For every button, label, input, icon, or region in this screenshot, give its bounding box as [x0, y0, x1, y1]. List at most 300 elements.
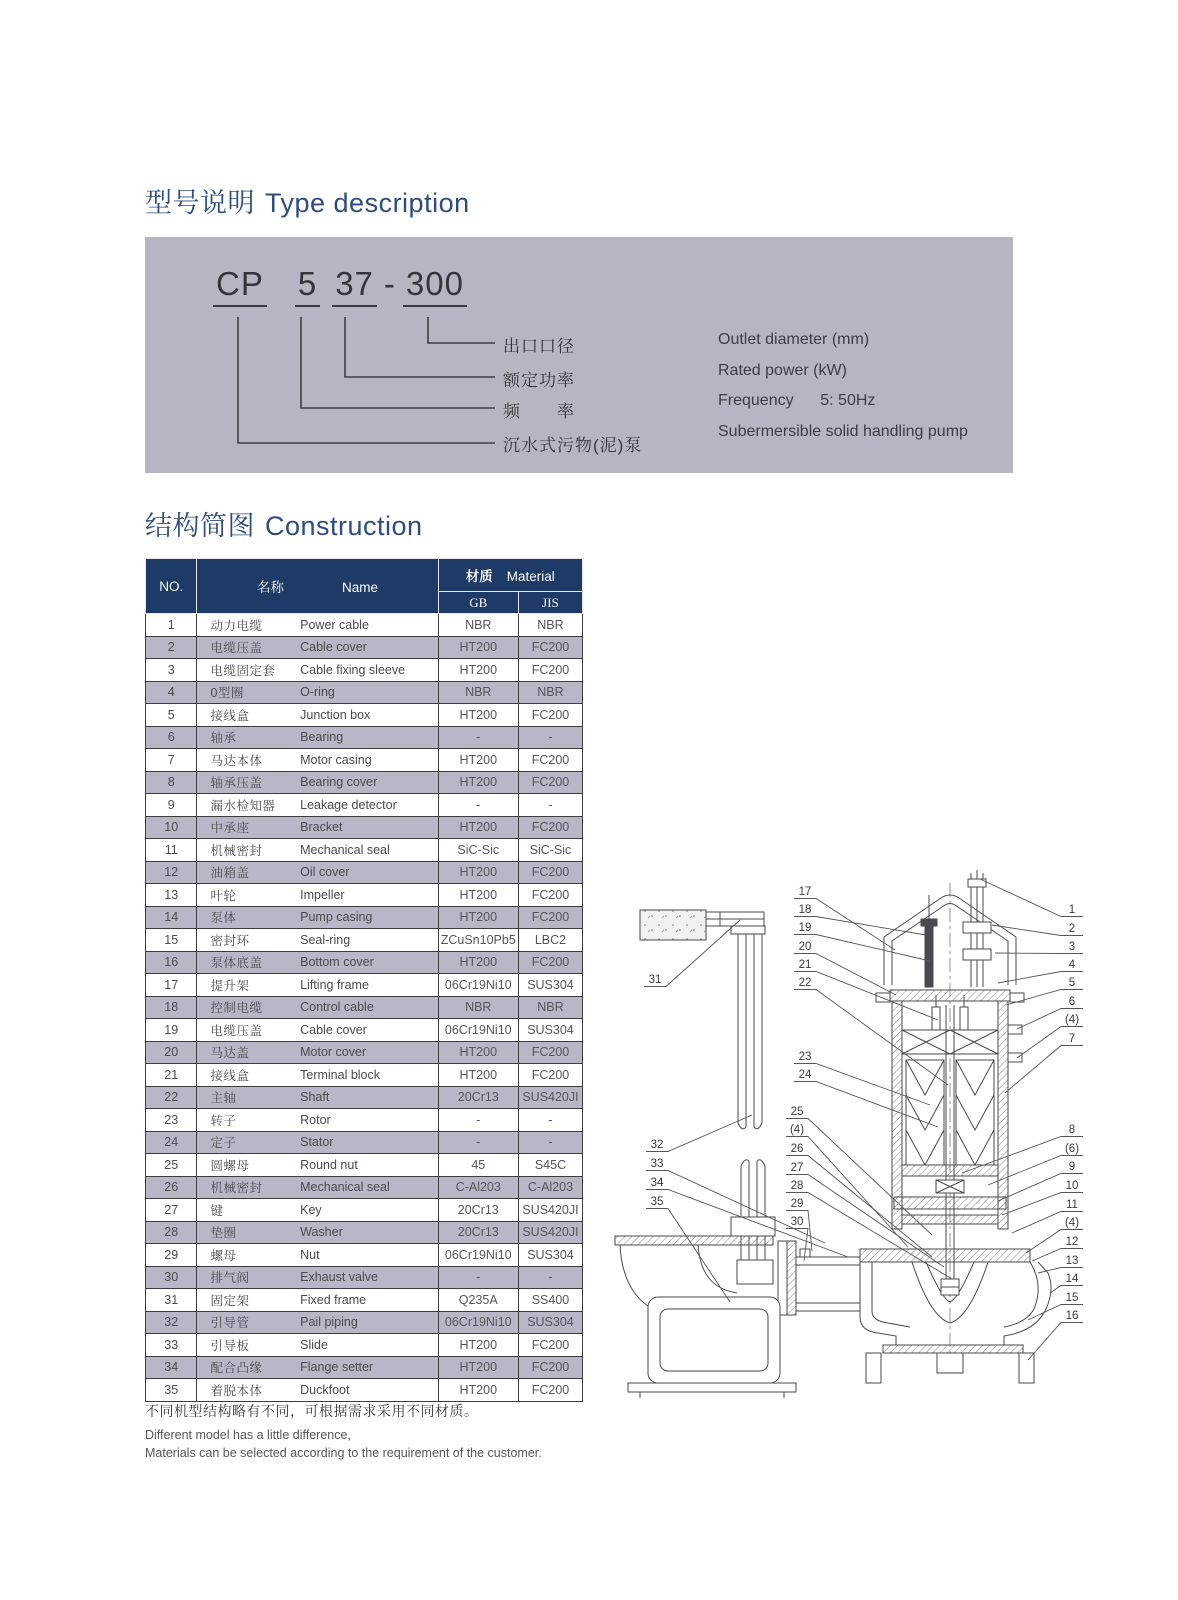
cell-en: O-ring — [296, 681, 438, 704]
header-gb: GB — [438, 592, 518, 614]
cell-gb: NBR — [438, 614, 518, 637]
cell-gb: 20Cr13 — [438, 1199, 518, 1222]
cell-cn: 主轴 — [197, 1086, 296, 1109]
cell-jis: - — [518, 726, 582, 749]
cell-jis: SUS304 — [518, 1244, 582, 1267]
cell-jis: NBR — [518, 996, 582, 1019]
cell-jis: FC200 — [518, 659, 582, 682]
code-label-cn-power: 额定功率 — [503, 371, 575, 390]
table-row-11 — [146, 839, 583, 862]
table-row-15 — [146, 929, 583, 952]
diagram-callout-14: 14 — [1065, 1273, 1079, 1285]
table-row-28 — [146, 1221, 583, 1244]
diagram-callout-9: 9 — [1068, 1161, 1076, 1173]
table-row-34 — [146, 1356, 583, 1379]
table-row-10 — [146, 816, 583, 839]
cell-en: Lifting frame — [296, 974, 438, 997]
cell-gb: HT200 — [438, 1356, 518, 1379]
cell-jis: FC200 — [518, 906, 582, 929]
parts-table-body — [146, 614, 583, 1402]
diagram-callout-30: 30 — [790, 1216, 804, 1228]
cell-gb: C-Al203 — [438, 1176, 518, 1199]
code-label-cn-pumptype: 沉水式污物(泥)泵 — [503, 436, 643, 455]
cell-cn: 叶轮 — [197, 884, 296, 907]
cell-gb: NBR — [438, 681, 518, 704]
pump-casing — [796, 1249, 1051, 1345]
cell-en: Cable cover — [296, 636, 438, 659]
table-row-22 — [146, 1086, 583, 1109]
model-code-outlet: 300 — [403, 265, 467, 307]
code-label-en-power: Rated power (kW) — [718, 362, 847, 379]
cell-no: 9 — [146, 794, 197, 817]
diagram-callout-2: 2 — [1068, 923, 1076, 935]
cell-en: Bearing — [296, 726, 438, 749]
model-code-power: 37 — [332, 265, 377, 307]
motor-casing-left — [892, 1001, 902, 1229]
cell-en: Cable fixing sleeve — [296, 659, 438, 682]
cell-gb: HT200 — [438, 659, 518, 682]
cell-gb: ZCuSn10Pb5 — [438, 929, 518, 952]
cell-en: Motor cover — [296, 1041, 438, 1064]
cell-jis: SUS304 — [518, 1311, 582, 1334]
cell-en: Mechanical seal — [296, 1176, 438, 1199]
cell-gb: 20Cr13 — [438, 1086, 518, 1109]
cell-no: 21 — [146, 1064, 197, 1087]
cell-cn: 电缆压盖 — [197, 1019, 296, 1042]
cell-cn: 垫圈 — [197, 1221, 296, 1244]
cell-cn: 机械密封 — [197, 1176, 296, 1199]
cell-jis: SUS420JI — [518, 1221, 582, 1244]
cell-cn: 定子 — [197, 1131, 296, 1154]
cell-no: 31 — [146, 1289, 197, 1312]
cell-no: 18 — [146, 996, 197, 1019]
header-material — [438, 559, 582, 592]
cell-jis: FC200 — [518, 771, 582, 794]
cell-no: 7 — [146, 749, 197, 772]
code-label-en-pumptype: Subermersible solid handling pump — [718, 423, 968, 440]
cell-gb: NBR — [438, 996, 518, 1019]
cell-no: 25 — [146, 1154, 197, 1177]
cell-cn: 泵体底盖 — [197, 951, 296, 974]
table-row-26 — [146, 1176, 583, 1199]
cell-cn: 控制电缆 — [197, 996, 296, 1019]
type-description-panel — [145, 237, 1013, 473]
diagram-linework — [615, 870, 1051, 1398]
title-type-en: Type description — [265, 188, 470, 218]
diagram-callout-24: 24 — [798, 1069, 812, 1081]
cell-gb: - — [438, 794, 518, 817]
parts-table — [145, 558, 583, 1402]
model-code-separator: - — [383, 265, 396, 302]
cell-no: 14 — [146, 906, 197, 929]
diagram-callout-22: 22 — [798, 977, 812, 989]
table-row-24 — [146, 1131, 583, 1154]
cell-cn: 转子 — [197, 1109, 296, 1132]
cell-no: 29 — [146, 1244, 197, 1267]
note-cn: 不同机型结构略有不同，可根据需求采用不同材质。 — [145, 1403, 479, 1419]
diagram-callout-33: 33 — [650, 1158, 664, 1170]
cell-jis: - — [518, 1131, 582, 1154]
cell-no: 33 — [146, 1334, 197, 1357]
diagram-callout-10: 10 — [1065, 1180, 1079, 1192]
header-jis: JIS — [518, 592, 582, 614]
cell-jis: - — [518, 794, 582, 817]
cell-en: Motor casing — [296, 749, 438, 772]
diagram-callout-34: 34 — [650, 1177, 664, 1189]
cell-no: 30 — [146, 1266, 197, 1289]
cell-jis: NBR — [518, 614, 582, 637]
table-row-33 — [146, 1334, 583, 1357]
cell-jis: FC200 — [518, 636, 582, 659]
header-name-cn: 名称 — [257, 580, 284, 595]
cell-no: 3 — [146, 659, 197, 682]
callout-leader-18 — [794, 917, 926, 936]
pump-cross-section-diagram — [600, 865, 1178, 1400]
header-no: NO. — [146, 559, 197, 614]
cell-gb: 06Cr19Ni10 — [438, 1311, 518, 1334]
cell-gb: Q235A — [438, 1289, 518, 1312]
diagram-callout-7: 7 — [1068, 1033, 1076, 1045]
table-row-19 — [146, 1019, 583, 1042]
cell-cn: 0型圈 — [197, 681, 296, 704]
cell-no: 23 — [146, 1109, 197, 1132]
title-construction-cn: 结构简图 — [145, 511, 255, 541]
motor-casing-right — [998, 1001, 1008, 1229]
cell-no: 22 — [146, 1086, 197, 1109]
cell-en: Rotor — [296, 1109, 438, 1132]
cell-en: Nut — [296, 1244, 438, 1267]
motor-cover — [890, 990, 1010, 1001]
code-label-cn-outlet: 出口口径 — [503, 337, 575, 356]
cell-gb: HT200 — [438, 636, 518, 659]
diagram-callout-11: 11 — [1066, 1199, 1078, 1211]
table-row-4 — [146, 681, 583, 704]
model-code-frequency: 5 — [295, 265, 320, 307]
header-name-en: Name — [342, 580, 379, 595]
table-row-31 — [146, 1289, 583, 1312]
cell-gb: HT200 — [438, 1064, 518, 1087]
cell-en: Pump casing — [296, 906, 438, 929]
cell-en: Mechanical seal — [296, 839, 438, 862]
cell-no: 20 — [146, 1041, 197, 1064]
diagram-callout-(6): (6) — [1064, 1143, 1080, 1155]
concrete-wall — [640, 910, 706, 940]
title-type-cn: 型号说明 — [145, 188, 255, 218]
table-row-1 — [146, 614, 583, 637]
diagram-callout-19: 19 — [798, 922, 812, 934]
cell-en: Slide — [296, 1334, 438, 1357]
cell-gb: HT200 — [438, 816, 518, 839]
diagram-callout-21: 21 — [798, 959, 812, 971]
cell-en: Washer — [296, 1221, 438, 1244]
diagram-callout-8: 8 — [1068, 1124, 1076, 1136]
cell-en: Cable cover — [296, 1019, 438, 1042]
cell-gb: 45 — [438, 1154, 518, 1177]
cell-jis: SS400 — [518, 1289, 582, 1312]
cell-en: Duckfoot — [296, 1379, 438, 1402]
cell-cn: 轴承 — [197, 726, 296, 749]
cell-cn: 提升架 — [197, 974, 296, 997]
cell-cn: 配合凸缘 — [197, 1356, 296, 1379]
callout-leader-35 — [646, 1209, 730, 1303]
cell-no: 24 — [146, 1131, 197, 1154]
cell-gb: HT200 — [438, 1334, 518, 1357]
cell-jis: FC200 — [518, 1379, 582, 1402]
cell-cn: 接线盒 — [197, 704, 296, 727]
cell-en: Leakage detector — [296, 794, 438, 817]
power-cable — [963, 870, 991, 987]
cell-cn: 固定架 — [197, 1289, 296, 1312]
table-row-21 — [146, 1064, 583, 1087]
cell-no: 6 — [146, 726, 197, 749]
cell-cn: 着脱本体 — [197, 1379, 296, 1402]
cell-en: Round nut — [296, 1154, 438, 1177]
cell-cn: 轴承压盖 — [197, 771, 296, 794]
cell-en: Oil cover — [296, 861, 438, 884]
cell-en: Fixed frame — [296, 1289, 438, 1312]
cell-cn: 螺母 — [197, 1244, 296, 1267]
diagram-callout-31: 31 — [648, 974, 662, 986]
cell-no: 17 — [146, 974, 197, 997]
cell-gb: HT200 — [438, 704, 518, 727]
cell-gb: SiC-Sic — [438, 839, 518, 862]
cell-gb: HT200 — [438, 884, 518, 907]
diagram-callout-23: 23 — [798, 1051, 812, 1063]
cell-en: Shaft — [296, 1086, 438, 1109]
table-row-5 — [146, 704, 583, 727]
title-construction-en: Construction — [265, 511, 423, 541]
guide-pipe-upper — [738, 934, 762, 1129]
model-code-series: CP — [213, 265, 267, 307]
diagram-callouts — [644, 879, 1083, 1360]
cell-cn: 漏水检知器 — [197, 794, 296, 817]
diagram-callout-29: 29 — [790, 1198, 804, 1210]
diagram-callout-27: 27 — [790, 1162, 804, 1174]
cell-jis: SUS304 — [518, 974, 582, 997]
cell-cn: 泵体 — [197, 906, 296, 929]
cell-cn: 马达盖 — [197, 1041, 296, 1064]
cell-jis: SiC-Sic — [518, 839, 582, 862]
cell-en: Seal-ring — [296, 929, 438, 952]
diagram-callout-1: 1 — [1068, 904, 1076, 916]
cell-no: 34 — [146, 1356, 197, 1379]
cell-jis: FC200 — [518, 1334, 582, 1357]
cell-gb: HT200 — [438, 906, 518, 929]
cell-en: Impeller — [296, 884, 438, 907]
table-notes — [145, 1401, 542, 1462]
cell-no: 1 — [146, 614, 197, 637]
table-row-27 — [146, 1199, 583, 1222]
cell-no: 27 — [146, 1199, 197, 1222]
table-row-6 — [146, 726, 583, 749]
cell-en: Power cable — [296, 614, 438, 637]
cell-cn: 引导管 — [197, 1311, 296, 1334]
diagram-callout-3: 3 — [1068, 941, 1076, 953]
cell-gb: HT200 — [438, 1041, 518, 1064]
cell-cn: 动力电缆 — [197, 614, 296, 637]
table-row-35 — [146, 1379, 583, 1402]
cell-no: 5 — [146, 704, 197, 727]
cell-gb: 06Cr19Ni10 — [438, 1019, 518, 1042]
header-name — [197, 559, 438, 614]
cell-cn: 机械密封 — [197, 839, 296, 862]
cell-gb: HT200 — [438, 861, 518, 884]
cell-no: 32 — [146, 1311, 197, 1334]
code-label-en-outlet: Outlet diameter (mm) — [718, 331, 870, 348]
cell-jis: SUS420JI — [518, 1086, 582, 1109]
cell-jis: FC200 — [518, 884, 582, 907]
cell-cn: 圆螺母 — [197, 1154, 296, 1177]
diagram-callout-5: 5 — [1068, 977, 1076, 989]
code-label-cn-frequency: 频 率 — [503, 402, 575, 421]
cell-cn: 密封环 — [197, 929, 296, 952]
cell-en: Bearing cover — [296, 771, 438, 794]
note-en-2: Materials can be selected according to the requirement of the customer. — [145, 1446, 542, 1461]
table-row-13 — [146, 884, 583, 907]
cell-gb: - — [438, 1109, 518, 1132]
cell-cn: 键 — [197, 1199, 296, 1222]
cell-gb: HT200 — [438, 771, 518, 794]
table-row-2 — [146, 636, 583, 659]
table-row-20 — [146, 1041, 583, 1064]
cell-en: Junction box — [296, 704, 438, 727]
cell-jis: FC200 — [518, 1356, 582, 1379]
diagram-callout-13: 13 — [1065, 1255, 1079, 1267]
cell-no: 10 — [146, 816, 197, 839]
diagram-callout-26: 26 — [790, 1143, 804, 1155]
table-row-7 — [146, 749, 583, 772]
parts-table-header — [146, 559, 583, 614]
cell-no: 12 — [146, 861, 197, 884]
cell-cn: 排气阀 — [197, 1266, 296, 1289]
cell-no: 11 — [146, 839, 197, 862]
cell-gb: HT200 — [438, 749, 518, 772]
cell-no: 16 — [146, 951, 197, 974]
header-material-cn: 材质 — [465, 569, 493, 584]
cell-no: 28 — [146, 1221, 197, 1244]
table-row-16 — [146, 951, 583, 974]
bottom-cover-legs — [866, 1345, 1034, 1383]
callout-leader-16 — [1028, 1323, 1083, 1361]
cell-gb: HT200 — [438, 951, 518, 974]
cell-en: Flange setter — [296, 1356, 438, 1379]
diagram-callout-32: 32 — [650, 1139, 664, 1151]
diagram-callout-28: 28 — [790, 1180, 804, 1192]
diagram-callout-6: 6 — [1068, 996, 1076, 1008]
diagram-callout-18: 18 — [798, 904, 812, 916]
cell-jis: FC200 — [518, 816, 582, 839]
cell-jis: FC200 — [518, 704, 582, 727]
cell-jis: FC200 — [518, 951, 582, 974]
section-title-type-description — [145, 181, 470, 220]
table-row-23 — [146, 1109, 583, 1132]
callout-leader-1 — [980, 879, 1083, 917]
table-row-18 — [146, 996, 583, 1019]
note-en-1: Different model has a little difference, — [145, 1428, 351, 1442]
cell-jis: NBR — [518, 681, 582, 704]
table-row-17 — [146, 974, 583, 997]
cell-jis: - — [518, 1109, 582, 1132]
table-row-8 — [146, 771, 583, 794]
cell-no: 13 — [146, 884, 197, 907]
cell-jis: SUS420JI — [518, 1199, 582, 1222]
diagram-callout-4: 4 — [1068, 959, 1076, 971]
cell-cn: 电缆固定套 — [197, 659, 296, 682]
cell-gb: - — [438, 1131, 518, 1154]
callout-leader-3 — [995, 953, 1083, 954]
cell-no: 2 — [146, 636, 197, 659]
table-row-32 — [146, 1311, 583, 1334]
cell-cn: 引导板 — [197, 1334, 296, 1357]
cell-en: Bottom cover — [296, 951, 438, 974]
cell-en: Pail piping — [296, 1311, 438, 1334]
callout-leader-19 — [794, 935, 930, 962]
cell-jis: FC200 — [518, 1041, 582, 1064]
cell-cn: 马达本体 — [197, 749, 296, 772]
cell-no: 8 — [146, 771, 197, 794]
cell-jis: C-Al203 — [518, 1176, 582, 1199]
cell-no: 19 — [146, 1019, 197, 1042]
cell-cn: 中承座 — [197, 816, 296, 839]
cell-jis: FC200 — [518, 861, 582, 884]
cell-jis: FC200 — [518, 1064, 582, 1087]
diagram-callout-(4): (4) — [1064, 1014, 1080, 1026]
cell-jis: LBC2 — [518, 929, 582, 952]
cell-no: 4 — [146, 681, 197, 704]
diagram-callout-25: 25 — [790, 1106, 804, 1118]
cell-no: 26 — [146, 1176, 197, 1199]
table-row-14 — [146, 906, 583, 929]
cell-gb: HT200 — [438, 1379, 518, 1402]
cell-jis: SUS304 — [518, 1019, 582, 1042]
table-row-25 — [146, 1154, 583, 1177]
cell-gb: - — [438, 1266, 518, 1289]
duckfoot-assembly — [615, 1217, 796, 1398]
table-row-12 — [146, 861, 583, 884]
table-row-29 — [146, 1244, 583, 1267]
cell-en: Exhaust valve — [296, 1266, 438, 1289]
table-row-30 — [146, 1266, 583, 1289]
cell-en: Key — [296, 1199, 438, 1222]
cell-en: Terminal block — [296, 1064, 438, 1087]
cell-jis: FC200 — [518, 749, 582, 772]
cell-no: 15 — [146, 929, 197, 952]
header-material-en: Material — [506, 569, 555, 584]
cell-cn: 接线盒 — [197, 1064, 296, 1087]
diagram-callout-16: 16 — [1065, 1310, 1079, 1322]
diagram-callout-(4): (4) — [789, 1124, 805, 1136]
cell-gb: 20Cr13 — [438, 1221, 518, 1244]
diagram-callout-12: 12 — [1065, 1236, 1079, 1248]
diagram-callout-(4): (4) — [1064, 1217, 1080, 1229]
section-title-construction — [145, 504, 423, 543]
diagram-callout-20: 20 — [798, 941, 812, 953]
cell-en: Bracket — [296, 816, 438, 839]
cell-cn: 电缆压盖 — [197, 636, 296, 659]
table-row-9 — [146, 794, 583, 817]
cell-en: Stator — [296, 1131, 438, 1154]
cell-jis: - — [518, 1266, 582, 1289]
cell-gb: 06Cr19Ni10 — [438, 974, 518, 997]
cell-cn: 油箱盖 — [197, 861, 296, 884]
diagram-callout-17: 17 — [798, 886, 812, 898]
cell-no: 35 — [146, 1379, 197, 1402]
control-cable — [921, 895, 937, 987]
cell-gb: 06Cr19Ni10 — [438, 1244, 518, 1267]
table-row-3 — [146, 659, 583, 682]
diagram-callout-15: 15 — [1065, 1292, 1079, 1304]
code-label-en-frequency: Frequency 5: 50Hz — [718, 392, 876, 409]
